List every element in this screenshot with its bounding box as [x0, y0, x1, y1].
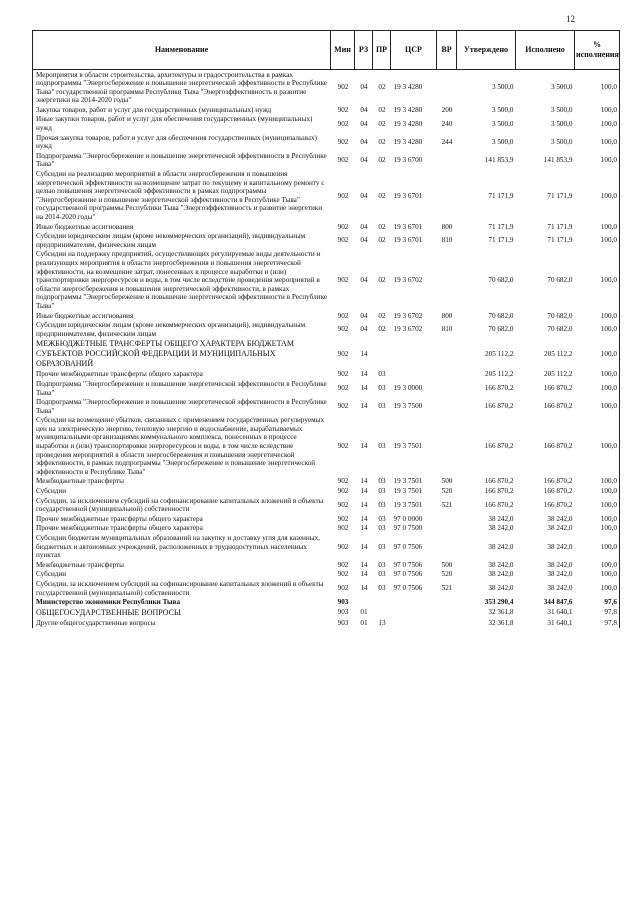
row-min: 902 — [337, 477, 349, 486]
table-row — [33, 232, 620, 250]
row-csr — [391, 370, 437, 380]
table-row — [33, 579, 620, 597]
row-approved: 38 242,0 — [488, 524, 514, 533]
row-name: Прочие межбюджетные трансферты общего характера — [33, 514, 331, 524]
row-name: Прочие межбюджетные трансферты общего характера — [33, 524, 331, 534]
row-min: 902 — [337, 584, 349, 593]
header-pct: % исполнения — [575, 31, 620, 70]
row-csr: 19 3 4280 — [393, 119, 423, 128]
table-row — [33, 70, 620, 106]
row-csr: 19 3 7500 — [393, 402, 423, 411]
row-approved: 71 171,9 — [488, 222, 514, 231]
row-pr: 03 — [378, 500, 386, 509]
row-pct: 100,0 — [575, 579, 620, 597]
row-approved: 166 870,2 — [484, 487, 514, 496]
row-rz: 14 — [360, 570, 368, 579]
row-pct: 100,0 — [575, 496, 620, 514]
row-csr: 97 0 7506 — [393, 560, 423, 569]
row-min: 902 — [337, 500, 349, 509]
row-approved: 3 500,0 — [491, 137, 514, 146]
row-executed: 31 640,1 — [547, 618, 573, 627]
row-vr — [437, 151, 457, 169]
row-name: Субсидии на поддержку предприятий, осуществляющих регулируемые виды деятельности и реализующих мероприятия в области энергосбережения и повышения энергетической эффективности, на возмещение затрат, понесенных в процессе выработки и (или) транспортировки энергоресурсов и воды, в том числе вследствие проведения мероприятий в области энергосбережения и повышения энергетической эффективности, в рамках подпрограммы "Энергосбережение и повышение энергетической эффективности в Республике Тыва" — [33, 250, 331, 311]
header-rz: РЗ — [355, 31, 373, 70]
row-csr — [391, 607, 437, 618]
row-pct: 100,0 — [575, 311, 620, 321]
page-number: 12 — [566, 14, 575, 24]
table-row — [33, 570, 620, 580]
row-name: Субсидии на возмещение убытков, связанных с применением государственных регулируемых цен на электрическую энергию, тепловую энергию и водоснабжение, вырабатываемых муниципальными организациями коммунального комплекса, понесенных в процессе выработки и (или) транспортировки энергоресурсов и воды, в том числе вследствие проведения мероприятий в области энергосбережения и повышения энергетической эффективности, в рамках подпрограммы "Энергосбережение и повышение энергетической эффективности в Республике Тыва" — [33, 416, 331, 477]
row-rz: 01 — [360, 608, 368, 617]
row-approved: 353 290,4 — [484, 598, 514, 607]
row-min: 902 — [337, 119, 349, 128]
row-pct: 97,8 — [575, 618, 620, 628]
row-rz: 04 — [360, 325, 368, 334]
table-row — [33, 534, 620, 561]
row-csr: 19 3 7501 — [393, 477, 423, 486]
row-rz: 04 — [360, 156, 368, 165]
row-rz: 14 — [360, 500, 368, 509]
row-vr — [437, 370, 457, 380]
row-approved: 32 361,8 — [488, 618, 514, 627]
row-min: 902 — [337, 370, 349, 379]
row-pr — [373, 339, 391, 370]
row-approved: 166 870,2 — [484, 500, 514, 509]
row-min: 903 — [337, 598, 349, 607]
row-pct: 100,0 — [575, 416, 620, 477]
row-rz: 14 — [360, 584, 368, 593]
row-rz: 04 — [360, 191, 368, 200]
row-pr: 02 — [378, 222, 386, 231]
row-vr — [437, 607, 457, 618]
table-row — [33, 250, 620, 311]
row-vr — [437, 398, 457, 416]
row-executed: 3 500,0 — [550, 105, 573, 114]
row-vr: 200 — [441, 105, 453, 114]
table-row — [33, 496, 620, 514]
row-name: Иные закупки товаров, работ и услуг для обеспечения государственных (муниципальных) нужд — [33, 115, 331, 133]
row-name: Иные бюджетные ассигнования — [33, 222, 331, 232]
table-row — [33, 311, 620, 321]
row-executed: 344 847,6 — [543, 598, 573, 607]
row-rz: 14 — [360, 350, 368, 359]
table-row — [33, 339, 620, 370]
row-approved: 141 853,9 — [484, 156, 514, 165]
row-vr — [437, 618, 457, 628]
row-pr: 02 — [378, 276, 386, 285]
row-pr: 02 — [378, 137, 386, 146]
row-vr: 500 — [441, 560, 453, 569]
row-min: 902 — [337, 156, 349, 165]
row-name: Мероприятия в области строительства, архитектуры и градостроительства в рамках подпрограммы "Энергосбережение и повышение энергетической эффективности в Республике Тыва" государственной программы Республики Тыва "Энергоэффективность и развитие энергетики на 2014-2020 годы" — [33, 70, 331, 106]
header-name: Наименование — [33, 31, 331, 70]
table-row — [33, 133, 620, 151]
row-executed: 38 242,0 — [547, 524, 573, 533]
row-pr: 03 — [378, 487, 386, 496]
row-approved: 70 682,0 — [488, 325, 514, 334]
row-csr: 19 3 4280 — [393, 83, 423, 92]
row-pct: 100,0 — [575, 170, 620, 223]
row-rz: 14 — [360, 370, 368, 379]
row-executed: 70 682,0 — [547, 325, 573, 334]
row-pr: 03 — [378, 370, 386, 379]
row-vr — [437, 534, 457, 561]
row-name: Подпрограмма "Энергосбережение и повышение энергетической эффективности в Республике Тыва" — [33, 379, 331, 397]
row-csr: 19 3 7501 — [393, 487, 423, 496]
header-approved: Утверждено — [457, 31, 516, 70]
row-csr: 97 0 0000 — [393, 514, 423, 523]
row-pr: 02 — [378, 83, 386, 92]
row-executed: 38 242,0 — [547, 584, 573, 593]
table-row — [33, 170, 620, 223]
row-name: Иные бюджетные ассигнования — [33, 311, 331, 321]
row-csr — [391, 339, 437, 370]
row-name: Межбюджетные трансферты — [33, 560, 331, 570]
row-name: Субсидии юридическим лицам (кроме некоммерческих организаций), индивидуальным предпринимателям, физическим лицам — [33, 321, 331, 339]
row-pct: 100,0 — [575, 379, 620, 397]
table-row — [33, 607, 620, 618]
row-vr: 244 — [441, 137, 453, 146]
row-approved: 71 171,9 — [488, 191, 514, 200]
table-row — [33, 560, 620, 570]
row-pct: 100,0 — [575, 370, 620, 380]
row-csr: 97 0 7506 — [393, 542, 423, 551]
row-pct: 100,0 — [575, 514, 620, 524]
row-pr: 02 — [378, 119, 386, 128]
row-vr: 521 — [441, 584, 453, 593]
row-executed: 70 682,0 — [547, 276, 573, 285]
row-approved: 205 112,2 — [485, 370, 514, 379]
row-pr — [373, 598, 391, 608]
row-pct: 100,0 — [575, 133, 620, 151]
row-executed: 166 870,2 — [543, 487, 573, 496]
row-min: 902 — [337, 442, 349, 451]
row-executed: 70 682,0 — [547, 311, 573, 320]
row-executed: 166 870,2 — [543, 402, 573, 411]
row-pct: 97,6 — [575, 598, 620, 608]
row-pr: 03 — [378, 570, 386, 579]
row-name: МЕЖБЮДЖЕТНЫЕ ТРАНСФЕРТЫ ОБЩЕГО ХАРАКТЕРА БЮДЖЕТАМ СУБЪЕКТОВ РОССИЙСКОЙ ФЕДЕРАЦИИ И МУНИЦИПАЛЬНЫХ ОБРАЗОВАНИЙ — [33, 339, 331, 370]
row-rz: 04 — [360, 236, 368, 245]
row-min: 902 — [337, 276, 349, 285]
row-approved: 38 242,0 — [488, 514, 514, 523]
row-vr — [437, 70, 457, 106]
table-row — [33, 321, 620, 339]
row-min: 902 — [337, 222, 349, 231]
row-rz: 14 — [360, 542, 368, 551]
row-pct: 100,0 — [575, 232, 620, 250]
row-csr: 19 3 4280 — [393, 137, 423, 146]
row-approved: 3 500,0 — [491, 105, 514, 114]
row-csr: 19 3 6702 — [393, 325, 423, 334]
row-pr: 03 — [378, 542, 386, 551]
table-row — [33, 618, 620, 628]
row-vr: 800 — [441, 311, 453, 320]
row-name: Подпрограмма "Энергосбережение и повышение энергетической эффективности в Республике Тыва" — [33, 151, 331, 169]
row-approved: 205 112,2 — [485, 350, 514, 359]
row-pr: 02 — [378, 191, 386, 200]
row-rz: 01 — [360, 618, 368, 627]
row-pr: 03 — [378, 560, 386, 569]
row-name: Субсидии — [33, 570, 331, 580]
row-approved: 38 242,0 — [488, 560, 514, 569]
row-approved: 38 242,0 — [488, 584, 514, 593]
row-approved: 38 242,0 — [488, 542, 514, 551]
row-vr: 810 — [441, 325, 453, 334]
table-row — [33, 370, 620, 380]
row-approved: 3 500,0 — [491, 119, 514, 128]
row-pct: 100,0 — [575, 524, 620, 534]
row-pr: 03 — [378, 477, 386, 486]
row-csr: 19 3 7501 — [393, 500, 423, 509]
row-csr: 19 3 6702 — [393, 311, 423, 320]
table-row — [33, 379, 620, 397]
header-vr: ВР — [437, 31, 457, 70]
row-pr: 03 — [378, 442, 386, 451]
row-csr: 97 0 7506 — [393, 570, 423, 579]
table-row — [33, 151, 620, 169]
table-row — [33, 222, 620, 232]
row-name: Другие общегосударственные вопросы — [33, 618, 331, 628]
row-csr: 19 3 0000 — [393, 384, 423, 393]
row-rz — [355, 598, 373, 608]
row-vr: 810 — [441, 236, 453, 245]
budget-table — [32, 30, 620, 628]
row-pct: 100,0 — [575, 250, 620, 311]
row-executed: 205 112,2 — [544, 370, 573, 379]
row-name: Межбюджетные трансферты — [33, 477, 331, 487]
row-pr: 02 — [378, 311, 386, 320]
row-executed: 3 500,0 — [550, 137, 573, 146]
row-executed: 38 242,0 — [547, 542, 573, 551]
row-min: 902 — [337, 570, 349, 579]
row-min: 902 — [337, 236, 349, 245]
row-approved: 71 171,9 — [488, 236, 514, 245]
row-vr — [437, 514, 457, 524]
row-rz: 14 — [360, 487, 368, 496]
row-pr: 03 — [378, 514, 386, 523]
row-pr: 02 — [378, 325, 386, 334]
row-pr: 03 — [378, 584, 386, 593]
row-approved: 70 682,0 — [488, 276, 514, 285]
row-name: Закупка товаров, работ и услуг для государственных (муниципальных) нужд — [33, 105, 331, 115]
row-name: Подпрограмма "Энергосбережение и повышение энергетической эффективности в Республике Тыва" — [33, 398, 331, 416]
row-pct: 100,0 — [575, 534, 620, 561]
row-rz: 14 — [360, 384, 368, 393]
row-vr: 521 — [441, 500, 453, 509]
row-approved: 70 682,0 — [488, 311, 514, 320]
row-executed: 141 853,9 — [543, 156, 573, 165]
row-pct: 100,0 — [575, 570, 620, 580]
table-body — [33, 70, 620, 628]
row-pct: 100,0 — [575, 151, 620, 169]
row-pct: 100,0 — [575, 398, 620, 416]
row-min: 902 — [337, 542, 349, 551]
row-min: 903 — [337, 618, 349, 627]
row-rz: 14 — [360, 442, 368, 451]
row-rz: 04 — [360, 105, 368, 114]
row-csr — [391, 618, 437, 628]
table-row — [33, 514, 620, 524]
row-min: 902 — [337, 311, 349, 320]
row-name: Прочие межбюджетные трансферты общего характера — [33, 370, 331, 380]
table-row — [33, 524, 620, 534]
row-pct: 100,0 — [575, 560, 620, 570]
row-pct: 97,8 — [575, 607, 620, 618]
row-name: Субсидии на реализацию мероприятий в области энергосбережения и повышения энергетической эффективности на возмещение затрат по текущему и капитальному ремонту с целью повышения энергетической эффективности в рамках подпрограммы "Энергосбережение и повышение энергетической эффективности в Республике Тыва" государственной программы Республики Тыва "Энергоэффективность и развитие энергетики на 2014-2020 годы" — [33, 170, 331, 223]
row-csr: 97 0 7506 — [393, 584, 423, 593]
row-executed: 3 500,0 — [550, 119, 573, 128]
row-executed: 31 640,1 — [547, 608, 573, 617]
row-rz: 04 — [360, 137, 368, 146]
row-pr: 03 — [378, 402, 386, 411]
row-name: Министерство экономики Республики Тыва — [33, 598, 331, 608]
row-rz: 14 — [360, 524, 368, 533]
row-pr: 13 — [378, 618, 386, 627]
row-name: Субсидии — [33, 487, 331, 497]
row-pct: 100,0 — [575, 339, 620, 370]
row-pct: 100,0 — [575, 477, 620, 487]
row-csr: 19 3 6701 — [393, 236, 423, 245]
row-pr: 03 — [378, 524, 386, 533]
row-csr: 19 3 7501 — [393, 442, 423, 451]
row-vr — [437, 170, 457, 223]
row-min: 903 — [337, 608, 349, 617]
row-executed: 38 242,0 — [547, 570, 573, 579]
row-csr: 97 0 7500 — [393, 524, 423, 533]
row-approved: 166 870,2 — [484, 477, 514, 486]
row-min: 902 — [337, 350, 349, 359]
row-executed: 166 870,2 — [543, 477, 573, 486]
row-approved: 166 870,2 — [484, 384, 514, 393]
row-csr: 19 3 6701 — [393, 222, 423, 231]
row-vr — [437, 416, 457, 477]
table-row — [33, 416, 620, 477]
row-rz: 14 — [360, 477, 368, 486]
row-rz: 04 — [360, 119, 368, 128]
row-executed: 166 870,2 — [543, 442, 573, 451]
row-vr: 240 — [441, 119, 453, 128]
row-csr: 19 3 6700 — [393, 156, 423, 165]
table-header — [33, 31, 620, 70]
row-min: 902 — [337, 83, 349, 92]
row-vr: 800 — [441, 222, 453, 231]
row-pr — [373, 607, 391, 618]
row-executed: 166 870,2 — [543, 384, 573, 393]
table-row — [33, 477, 620, 487]
row-rz: 04 — [360, 311, 368, 320]
row-min: 902 — [337, 384, 349, 393]
row-vr — [437, 524, 457, 534]
row-name: ОБЩЕГОСУДАРСТВЕННЫЕ ВОПРОСЫ — [33, 607, 331, 618]
header-pr: ПР — [373, 31, 391, 70]
row-executed: 3 500,0 — [550, 83, 573, 92]
row-name: Субсидии юридическим лицам (кроме некоммерческих организаций), индивидуальным предпринимателям, физическим лицам — [33, 232, 331, 250]
row-executed: 38 242,0 — [547, 514, 573, 523]
row-rz: 14 — [360, 560, 368, 569]
row-csr: 19 3 4280 — [393, 105, 423, 114]
row-pct: 100,0 — [575, 115, 620, 133]
row-csr: 19 3 6702 — [393, 276, 423, 285]
row-min: 902 — [337, 402, 349, 411]
row-vr: 520 — [441, 570, 453, 579]
row-rz: 04 — [360, 222, 368, 231]
row-min: 902 — [337, 137, 349, 146]
row-min: 902 — [337, 560, 349, 569]
row-pr: 02 — [378, 236, 386, 245]
table-row — [33, 487, 620, 497]
table-row — [33, 398, 620, 416]
row-approved: 166 870,2 — [484, 402, 514, 411]
row-executed: 71 171,9 — [547, 191, 573, 200]
row-executed: 205 112,2 — [544, 350, 573, 359]
row-rz: 14 — [360, 514, 368, 523]
header-csr: ЦСР — [391, 31, 437, 70]
row-rz: 04 — [360, 83, 368, 92]
row-pr: 02 — [378, 105, 386, 114]
row-min: 902 — [337, 514, 349, 523]
row-min: 902 — [337, 105, 349, 114]
row-min: 902 — [337, 325, 349, 334]
table-row — [33, 105, 620, 115]
row-pct: 100,0 — [575, 105, 620, 115]
row-executed: 166 870,2 — [543, 500, 573, 509]
row-pr: 03 — [378, 384, 386, 393]
row-executed: 38 242,0 — [547, 560, 573, 569]
row-approved: 3 500,0 — [491, 83, 514, 92]
row-pr: 02 — [378, 156, 386, 165]
row-vr: 520 — [441, 487, 453, 496]
row-csr: 19 3 6701 — [393, 191, 423, 200]
row-min: 902 — [337, 191, 349, 200]
header-min: Мин — [331, 31, 355, 70]
row-pct: 100,0 — [575, 222, 620, 232]
row-rz: 04 — [360, 276, 368, 285]
row-executed: 71 171,9 — [547, 222, 573, 231]
row-pct: 100,0 — [575, 321, 620, 339]
row-vr: 500 — [441, 477, 453, 486]
row-csr — [391, 598, 437, 608]
table-row — [33, 115, 620, 133]
row-name: Прочая закупка товаров, работ и услуг для обеспечения государственных (муниципальных) нужд — [33, 133, 331, 151]
row-min: 902 — [337, 524, 349, 533]
row-name: Субсидии бюджетам муниципальных образований на закупку и доставку угля для казенных, бюджетных и автономных учреждений, расположенных в труднодоступных населенных пунктах — [33, 534, 331, 561]
row-name: Субсидии, за исключением субсидий на софинансирование капитальных вложений в объекты государственной (муниципальной) собственности — [33, 496, 331, 514]
table-row — [33, 598, 620, 608]
row-vr — [437, 250, 457, 311]
row-vr — [437, 379, 457, 397]
row-approved: 32 361,8 — [488, 608, 514, 617]
row-executed: 71 171,9 — [547, 236, 573, 245]
row-vr — [437, 339, 457, 370]
row-min: 902 — [337, 487, 349, 496]
row-rz: 14 — [360, 402, 368, 411]
row-approved: 38 242,0 — [488, 570, 514, 579]
header-executed: Исполнено — [516, 31, 575, 70]
row-pct: 100,0 — [575, 487, 620, 497]
row-pct: 100,0 — [575, 70, 620, 106]
row-approved: 166 870,2 — [484, 442, 514, 451]
row-vr — [437, 598, 457, 608]
row-name: Субсидии, за исключением субсидий на софинансирование капитальных вложений в объекты государственной (муниципальной) собственности — [33, 579, 331, 597]
